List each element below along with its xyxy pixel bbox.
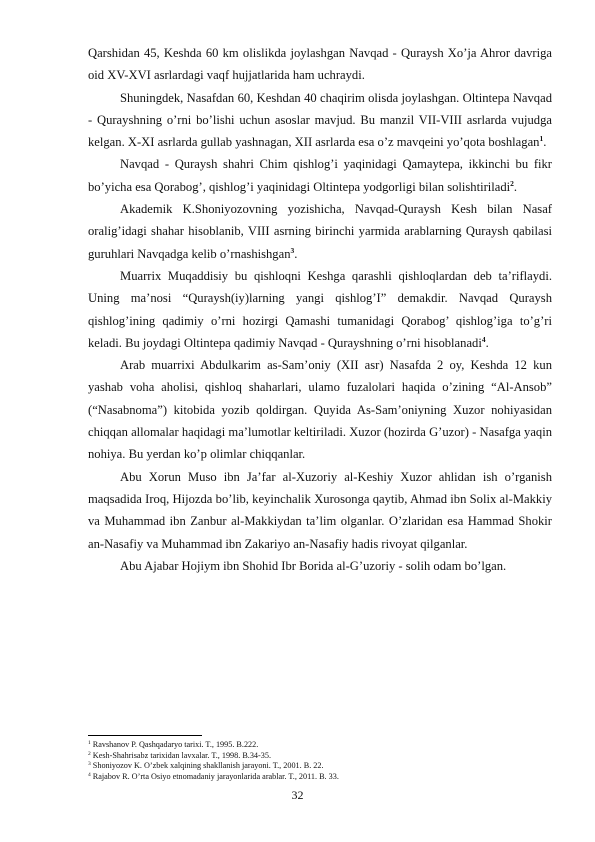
paragraph <box>88 87 552 154</box>
footnote-text: Rajabov R. O’rta Osiyo etnomadaniy jarayonlarida arablar. T., 2011. B. 33. <box>92 771 339 781</box>
paragraph-text: Shuningdek, Nasafdan 60, Keshdan 40 chaqirim olisda joylashgan. Oltintepa Navqad - Qurayshning o’rni bo’lishi uchun asoslar mavjud. Bu manzil VII-VIII asrlarda vujudga kelgan. X-XI asrlarda gullab yashnagan, XII asrlarda esa o’z mavqeini yo’qota boshlagan <box>88 90 552 150</box>
paragraph <box>88 466 552 555</box>
footnote-number: 2 <box>88 750 91 757</box>
footnote-text: Shoniyozov K. O’zbek xalqining shakllanish jarayoni. T., 2001. B. 22. <box>92 761 324 771</box>
paragraph-text: . <box>294 246 298 261</box>
footnote-ref: 3 <box>290 245 295 255</box>
paragraph-text: Akademik K.Shoniyozovning yozishicha, Navqad-Quraysh Kesh bilan Nasaf oralig’idagi shahar hisoblanib, VIII asrning birinchi yarmida arablarning Quraysh qabilasi guruhlari Navqadga kelib o’rnashishgan <box>88 202 552 261</box>
footnote <box>88 751 552 762</box>
paragraph-text: Qarshidan 45, Keshda 60 km olislikda joylashgan Navqad - Quraysh Xo’ja Ahror davriga oid XV-XVI asrlardagi vaqf hujjatlarida ham uchraydi. <box>88 46 552 83</box>
footnote-separator <box>88 735 202 736</box>
paragraph <box>88 354 552 465</box>
footnote <box>88 772 552 783</box>
paragraph-text: . <box>485 335 489 350</box>
paragraph <box>88 555 552 577</box>
footnote <box>88 740 552 751</box>
paragraph <box>88 153 552 198</box>
paragraph-text: Arab muarrixi Abdulkarim as-Sam’oniy (XII asr) Nasafda 2 oy, Keshda 12 kun yashab voha aholisi, qishloq shaharlari, ulamo fuzalolari haqida o’zining “Al-Ansob” (“Nasabnoma”) kitobida yozib qoldirgan. Quyida As-Sam’oniyning Xuzor nohiyasidan chiqqan allomalar haqidagi ma’lumotlar keltiriladi. Xuzor (hozirda G’uzor) - Nasafga yaqin nohiya. Bu yerdan ko’p olimlar chiqqanlar. <box>88 358 552 462</box>
footnote-number: 3 <box>88 761 91 768</box>
footnote-text: Kesh-Shahrisabz tarixidan lavxalar. T., 1998. B.34-35. <box>92 750 271 760</box>
footnote-text: Ravshanov P. Qashqadaryo tarixi. T., 1995. B.222. <box>92 740 259 749</box>
page-body <box>88 42 552 577</box>
paragraph <box>88 42 552 87</box>
footnote-number: 4 <box>88 771 91 778</box>
footnote-number: 1 <box>88 740 91 746</box>
paragraph-text: . <box>513 179 518 194</box>
paragraph-text: Abu Ajabar Hojiym ibn Shohid Ibr Borida al-G’uzoriy - solih odam bo’lgan. <box>120 558 507 573</box>
paragraph <box>88 198 552 265</box>
footnote-ref: 4 <box>481 334 486 344</box>
page-number: 32 <box>291 788 304 802</box>
paragraph <box>88 265 552 354</box>
footnote <box>88 761 552 772</box>
paragraph-text: Abu Xorun Muso ibn Ja’far al-Xuzoriy al-Keshiy Xuzor ahlidan ish o’rganish maqsadida Iroq, Hijozda bo’lib, keyinchalik Xurosonga qaytib, Ahmad ibn Solix al-Makkiy va Muhammad ibn Zanbur al-Makkiydan ta’lim olganlar. O’zlaridan esa Hammad Shokir an-Nasafiy va Muhammad ibn Zakariyo an-Nasafiy hadis rivoyat qilganlar. <box>88 469 552 551</box>
footnote-ref: 2 <box>510 178 514 188</box>
paragraph-text: . <box>543 135 547 150</box>
footnote-ref: 1 <box>539 134 544 144</box>
paragraph-text: Navqad - Quraysh shahri Chim qishlog’i yaqinidagi Qamaytepa, ikkinchi bu fikr bo’yicha esa Qorabog’, qishlog’i yaqinidagi Oltintepa yodgorligi bilan solishtiriladi <box>88 157 552 194</box>
footnotes <box>88 740 552 782</box>
paragraph-text: Muarrix Muqaddisiy bu qishloqni Keshga qarashli qishloqlardan deb ta’riflaydi. Uning ma’nosi “Quraysh(iy)larning yangi qishlog’I” demakdir. Navqad Quraysh qishlog’ining qadimiy o’rni hozirgi Qamashi tumanidagi Qorabog’ qishlog’iga to’g’ri keladi. Bu joydagi Oltintepa qadimiy Navqad - Qurayshning o’rni hisoblanadi <box>88 268 552 350</box>
